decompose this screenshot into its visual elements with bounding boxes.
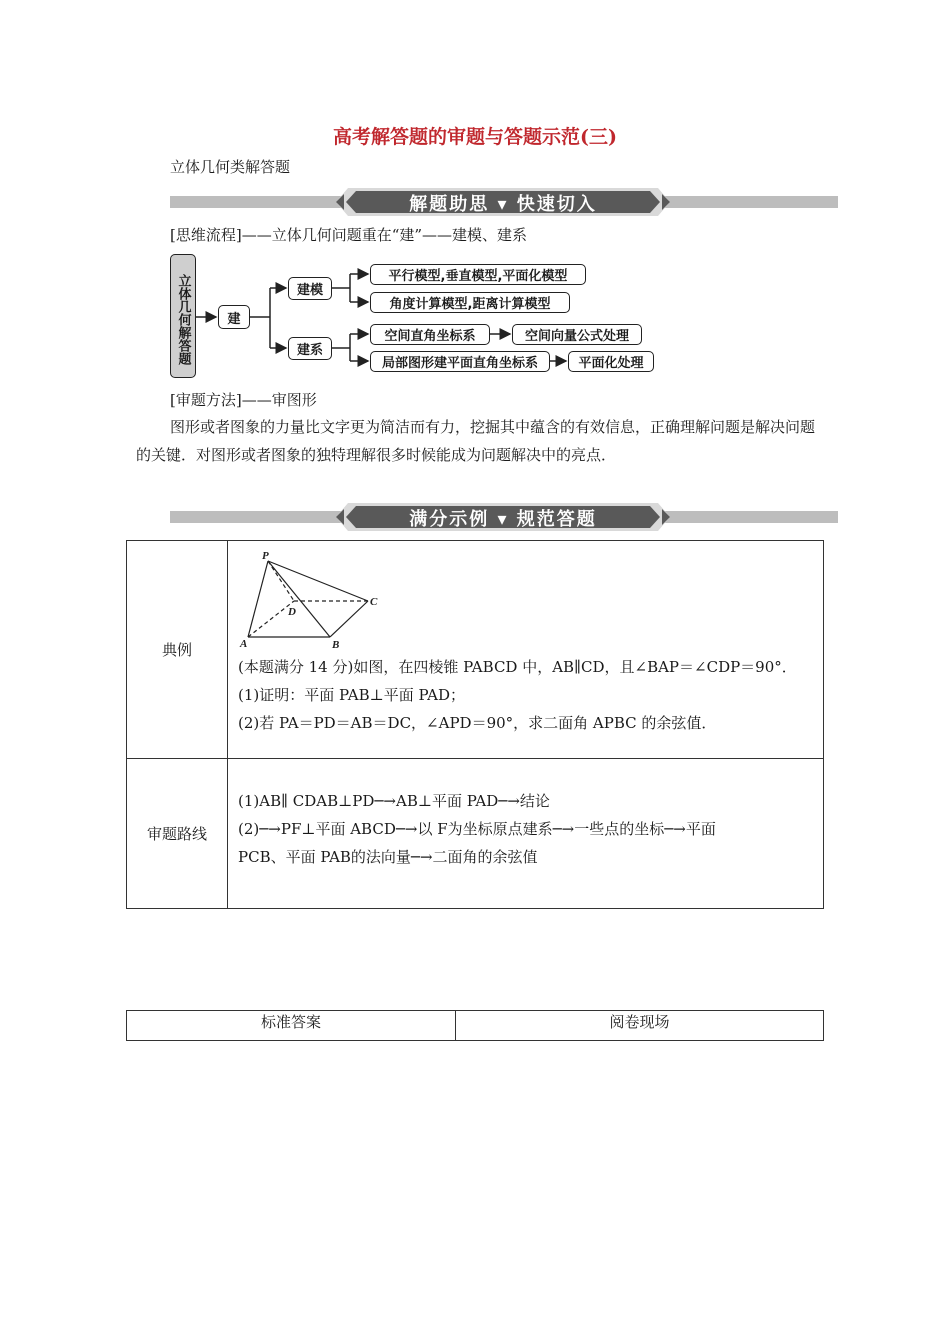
flow-node-parallel-model: 平行模型,垂直模型,平面化模型 — [370, 264, 586, 285]
flow-node-local-plane: 局部图形建平面直角坐标系 — [370, 351, 550, 372]
section-subtitle: 立体几何类解答题 — [170, 158, 291, 176]
pyramid-figure — [238, 549, 398, 649]
example-table — [126, 540, 824, 909]
page-title: 高考解答题的审题与答题示范(三) — [333, 126, 617, 148]
point-label-d: D — [288, 606, 296, 618]
point-label-a: A — [240, 638, 248, 649]
route-label: 审题路线 — [127, 759, 228, 909]
route-row — [127, 759, 824, 909]
problem-statement: (本题满分 14 分)如图，在四棱锥 PABCD 中，AB∥CD，且∠BAP＝∠CDP＝90°． — [238, 658, 797, 676]
thinking-flow-diagram — [166, 250, 666, 380]
flow-node-planarize: 平面化处理 — [568, 351, 654, 372]
thinking-flow-label: [思维流程]——立体几何问题重在“建”——建模、建系 — [170, 226, 528, 244]
point-label-p: P — [262, 550, 269, 562]
review-method-text: 图形或者图象的力量比文字更为简洁而有力，挖掘其中蕴含的有效信息，正确理解问题是解决问题的关键．对图形或者图象的独特理解很多时候能成为问题解决中的亮点． — [136, 418, 816, 464]
answer-header-row — [127, 1011, 824, 1041]
flow-node-space-coord: 空间直角坐标系 — [370, 324, 490, 345]
route-step-2: (2)─→PF⊥平面 ABCD─→以 F为坐标原点建系─→一些点的坐标─→平面 — [238, 820, 716, 838]
flow-node-angle-model: 角度计算模型,距离计算模型 — [370, 292, 570, 313]
standard-answer-header: 标准答案 — [127, 1011, 456, 1041]
grading-scene-header: 阅卷现场 — [456, 1011, 824, 1041]
banner-title-2: 满分示例 ▾ 规范答题 — [409, 509, 597, 530]
example-label: 典例 — [127, 541, 228, 759]
route-step-1: (1)AB∥ CDAB⊥PD─→AB⊥平面 PAD─→结论 — [238, 792, 550, 810]
flow-root-node: 立体几何解答题 — [170, 254, 196, 378]
flow-node-coordinate: 建系 — [288, 337, 332, 360]
point-label-b: B — [332, 639, 340, 649]
route-step-2-cont: PCB、平面 PAB的法向量─→二面角的余弦值 — [238, 848, 538, 866]
banner-title: 解题助思 ▾ 快速切入 — [409, 194, 597, 215]
example-row — [127, 541, 824, 759]
banner-quick-start — [170, 185, 838, 219]
flow-node-vector-formula: 空间向量公式处理 — [512, 324, 642, 345]
problem-part-2: (2)若 PA＝PD＝AB＝DC，∠APD＝90°，求二面角 APBC 的余弦值． — [238, 714, 717, 732]
flow-node-build: 建 — [218, 305, 250, 329]
banner-full-score — [170, 500, 838, 534]
flow-node-modeling: 建模 — [288, 277, 332, 300]
review-method-label: [审题方法]——审图形 — [170, 391, 317, 409]
answer-table — [126, 1010, 824, 1041]
point-label-c: C — [370, 596, 378, 608]
problem-part-1: (1)证明：平面 PAB⊥平面 PAD； — [238, 686, 466, 704]
